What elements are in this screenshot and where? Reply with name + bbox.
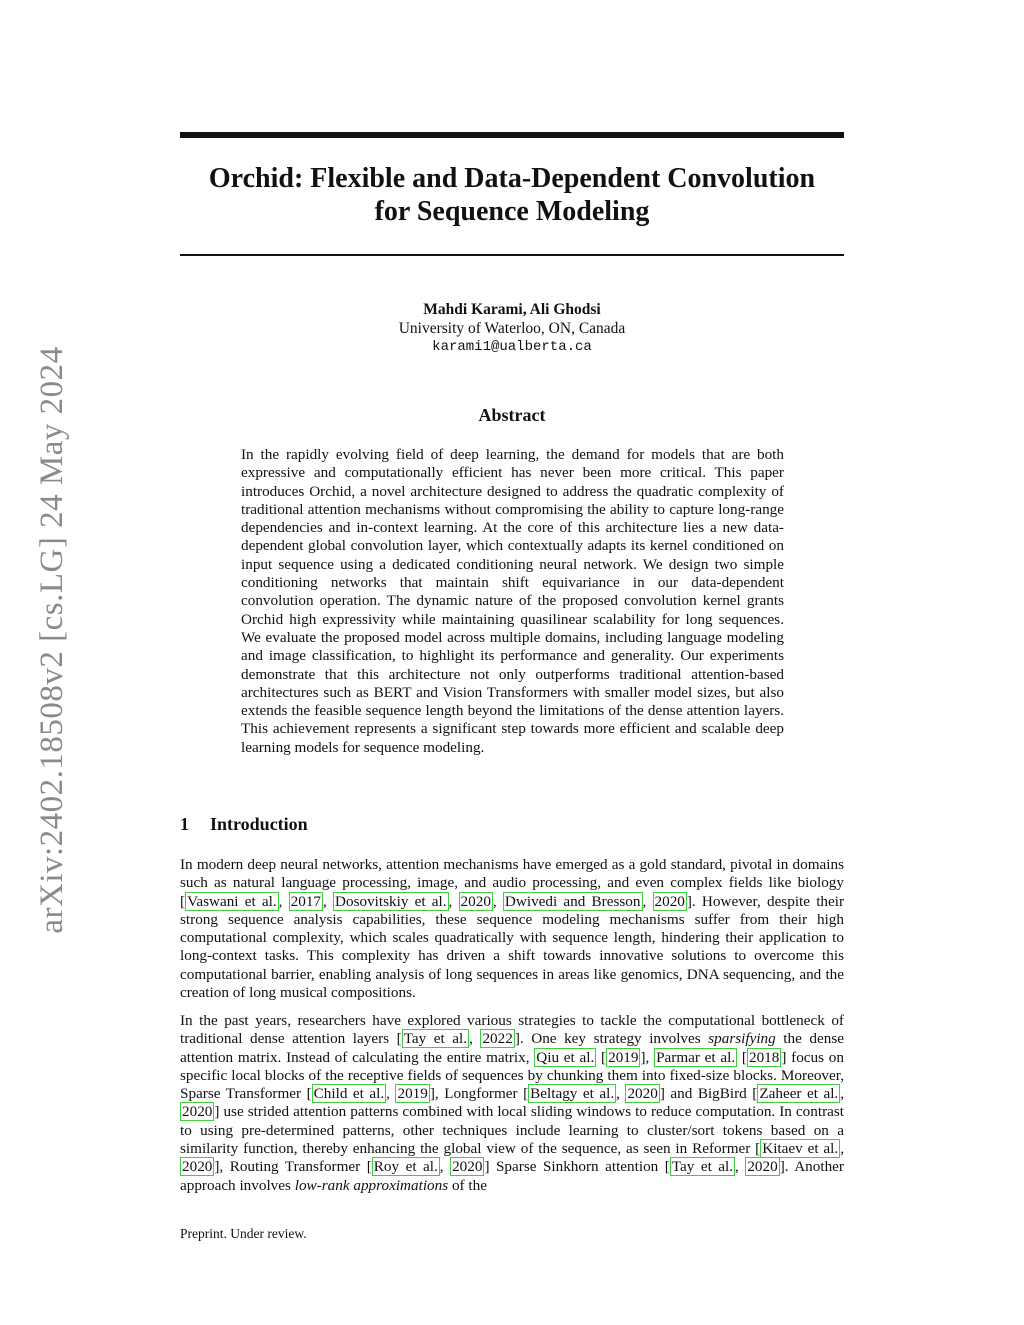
citation-link[interactable]: 2020 bbox=[654, 892, 685, 910]
text-run: , bbox=[448, 892, 459, 910]
text-run: , bbox=[616, 1085, 626, 1103]
citation-link[interactable]: Zaheer et al. bbox=[759, 1085, 839, 1103]
title-line-1: Orchid: Flexible and Data-Dependent Convolution bbox=[208, 163, 816, 194]
text-run: ], Longformer [ bbox=[429, 1085, 529, 1103]
text-run: [ bbox=[596, 1048, 607, 1066]
abstract-heading: Abstract bbox=[478, 405, 546, 425]
text-run: In the past years, researchers have explored various strategies to tackle the computational bottleneck of traditional dense attention layers [ bbox=[180, 1012, 844, 1048]
citation-link[interactable]: 2020 bbox=[182, 1158, 213, 1176]
citation-link[interactable]: Parmar et al. bbox=[656, 1048, 736, 1066]
text-run: , bbox=[840, 1140, 844, 1158]
text-run: ] use strided attention patterns combined with local sliding windows to reduce computation. In contrast to using pre-determined patterns, other techniques include learning to cluster/sort tokens based on a similarity function, thereby enhancing the global view of the sequence, as seen in Reformer [ bbox=[180, 1103, 844, 1158]
citation-link[interactable]: 2017 bbox=[290, 892, 322, 910]
paper-title bbox=[180, 162, 844, 228]
citation-link[interactable]: 2022 bbox=[482, 1030, 513, 1048]
citation-link[interactable]: 2019 bbox=[608, 1048, 639, 1066]
text-run: , bbox=[386, 1085, 396, 1103]
text-run: ] Sparse Sinkhorn attention [ bbox=[484, 1158, 670, 1176]
citation-link[interactable]: 2020 bbox=[452, 1158, 483, 1176]
text-run: , bbox=[642, 892, 653, 910]
title-top-rule bbox=[180, 132, 844, 138]
text-run: ] focus on specific local blocks of the receptive fields of sequences by chunking them into fixed-size blocks. Moreover, Sparse Transformer [ bbox=[180, 1048, 844, 1103]
section-title: Introduction bbox=[210, 814, 308, 834]
text-run: ]. One key strategy involves bbox=[514, 1030, 709, 1048]
text-run: ]. Another approach involves bbox=[180, 1158, 844, 1194]
citation-link[interactable]: Kitaev et al. bbox=[762, 1140, 839, 1158]
title-line-2: for Sequence Modeling bbox=[374, 196, 650, 227]
author-affiliation: University of Waterloo, ON, Canada bbox=[398, 320, 626, 337]
author-block bbox=[180, 300, 844, 357]
citation-link[interactable]: Vaswani et al. bbox=[187, 892, 277, 910]
citation-link[interactable]: Qiu et al. bbox=[536, 1048, 595, 1066]
citation-link[interactable]: Dosovitskiy et al. bbox=[335, 892, 447, 910]
text-run: , bbox=[439, 1158, 451, 1176]
citation-link[interactable]: Tay et al. bbox=[403, 1030, 468, 1048]
intro-paragraph-1 bbox=[180, 856, 844, 1002]
footer-note: Preprint. Under review. bbox=[180, 1226, 307, 1241]
citation-link[interactable]: 2019 bbox=[397, 1085, 428, 1103]
author-names: Mahdi Karami, Ali Ghodsi bbox=[423, 301, 601, 318]
section-number: 1 bbox=[180, 814, 189, 834]
citation-link[interactable]: 2018 bbox=[748, 1048, 780, 1066]
intro-paragraph-2 bbox=[180, 1012, 844, 1195]
arxiv-identifier: arXiv:2402.18508v2 [cs.LG] 24 May 2024 bbox=[34, 346, 70, 934]
text-run: [ bbox=[737, 1048, 747, 1066]
citation-link[interactable]: Roy et al. bbox=[373, 1158, 438, 1176]
text-run: ] and BigBird [ bbox=[659, 1085, 758, 1103]
abstract-text: In the rapidly evolving field of deep learning, the demand for models that are both expressive and computationally efficient has never been more critical. This paper introduces Orchid, a novel architecture designed to address the quadratic complexity of traditional attention mechanisms without compromising the ability to capture long-range dependencies and in-context learning. At the core of this architecture lies a new data-dependent global convolution layer, which contextually adapts its kernel conditioned on input sequence using a dedicated conditioning neural network. We design two simple conditioning networks that maintain shift equivariance in our data-dependent convolution operation. The dynamic nature of the proposed convolution kernel grants Orchid high expressivity while maintaining quasilinear scalability for long sequences. We evaluate the proposed model across multiple domains, including language modeling and image classification, to highlight its performance and generality. Our experiments demonstrate that this architecture not only outperforms traditional attention-based architectures such as BERT and Vision Transformers with smaller model sizes, but also extends the feasible sequence length beyond the limitations of the dense attention layers. This achievement represents a significant step towards more efficient and scalable deep learning models for sequence modeling. bbox=[241, 446, 784, 756]
text-run: of the bbox=[448, 1176, 487, 1194]
citation-link[interactable]: 2020 bbox=[747, 1158, 778, 1176]
text-run: , bbox=[840, 1085, 845, 1103]
citation-link[interactable]: Beltagy et al. bbox=[530, 1085, 615, 1103]
emphasis-text: low-rank approximations bbox=[294, 1176, 449, 1194]
citation-link[interactable]: Child et al. bbox=[313, 1085, 385, 1103]
citation-link[interactable]: Dwivedi and Bresson bbox=[504, 892, 641, 910]
emphasis-text: sparsifying bbox=[708, 1030, 776, 1048]
text-run: In modern deep neural networks, attention mechanisms have emerged as a gold standard, pivotal in domains such as natural language processing, image, and audio processing, and even complex fields like biology [ bbox=[180, 856, 844, 910]
citation-link[interactable]: 2020 bbox=[182, 1103, 213, 1121]
citation-link[interactable]: 2020 bbox=[460, 892, 491, 910]
text-run: , bbox=[323, 892, 334, 910]
title-bottom-rule bbox=[180, 254, 844, 256]
text-run: , bbox=[735, 1158, 746, 1176]
citation-link[interactable]: 2020 bbox=[627, 1085, 658, 1103]
text-run: , bbox=[278, 892, 289, 910]
author-email[interactable]: karami1@ualberta.ca bbox=[432, 339, 592, 355]
citation-link[interactable]: Tay et al. bbox=[671, 1158, 734, 1176]
section-heading-introduction bbox=[180, 813, 308, 835]
text-run: the dense attention matrix. Instead of calculating the entire matrix, bbox=[180, 1030, 844, 1066]
text-run: ], Routing Transformer [ bbox=[214, 1158, 372, 1176]
text-run: , bbox=[492, 892, 503, 910]
text-run: , bbox=[469, 1030, 481, 1048]
text-run: ], bbox=[640, 1048, 655, 1066]
text-run: ]. However, despite their strong sequence analysis capabilities, these sequence modeling mechanisms suffer from their high computational complexity, which scales quadratically with sequence length, hindering their application to long-context tasks. This complexity has driven a shift towards innovative solutions to overcome this computational barrier, enabling analysis of long sequences in areas like genomics, DNA sequencing, and the creation of long musical compositions. bbox=[180, 892, 845, 1002]
